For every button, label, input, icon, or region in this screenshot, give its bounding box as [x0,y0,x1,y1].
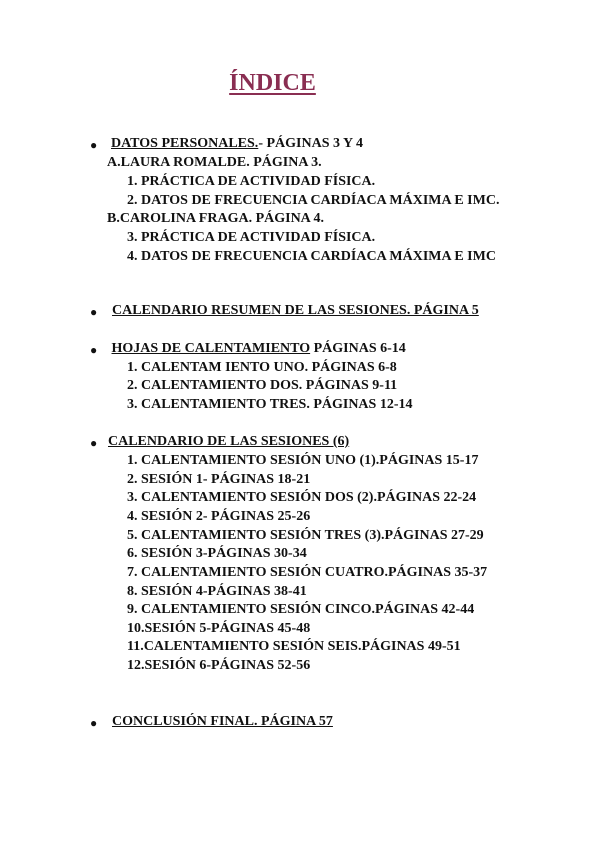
bullet-icon: ● [90,343,98,357]
section-pages: - PÁGINAS 3 Y 4 [258,136,364,151]
section-pages: PÁGINAS 6-14 [310,341,406,356]
list-item: 6. SESIÓN 3-PÁGINAS 30-34 [127,546,307,561]
section-heading: HOJAS DE CALENTAMIENTO [111,341,311,356]
list-item: 1. PRÁCTICA DE ACTIVIDAD FÍSICA. [127,174,376,189]
list-item: 8. SESIÓN 4-PÁGINAS 38-41 [127,584,307,599]
list-item: 3. CALENTAMIENTO SESIÓN DOS (2).PÁGINAS 22-24 [127,490,477,505]
section-conclusion[interactable]: CONCLUSIÓN FINAL. PÁGINA 57 [112,714,333,729]
list-item: 1. CALENTAMIENTO SESIÓN UNO (1).PÁGINAS 15-17 [127,453,479,468]
bullet-icon: ● [90,305,98,319]
section-hojas-calentamiento[interactable] [108,340,406,358]
list-item: 2. DATOS DE FRECUENCIA CARDÍACA MÁXIMA E IMC. [127,193,500,208]
section-datos-personales[interactable] [111,135,363,153]
bullet-icon: ● [90,436,98,450]
subsection-laura: A.LAURA ROMALDE. PÁGINA 3. [107,155,322,170]
list-item: 3. CALENTAMIENTO TRES. PÁGINAS 12-14 [127,397,413,412]
list-item: 4. DATOS DE FRECUENCIA CARDÍACA MÁXIMA E IMC [127,249,496,264]
list-item: 11.CALENTAMIENTO SESIÓN SEIS.PÁGINAS 49-51 [127,639,461,654]
bullet-icon: ● [90,138,98,152]
list-item: 12.SESIÓN 6-PÁGINAS 52-56 [127,658,311,673]
bullet-icon: ● [90,716,98,730]
list-item: 4. SESIÓN 2- PÁGINAS 25-26 [127,509,311,524]
page-title: ÍNDICE [229,70,316,96]
section-calendario-sesiones[interactable]: CALENDARIO DE LAS SESIONES (6) [108,434,350,449]
list-item: 2. SESIÓN 1- PÁGINAS 18-21 [127,472,311,487]
list-item: 2. CALENTAMIENTO DOS. PÁGINAS 9-11 [127,378,398,393]
list-item: 1. CALENTAM IENTO UNO. PÁGINAS 6-8 [127,360,397,375]
list-item: 9. CALENTAMIENTO SESIÓN CINCO.PÁGINAS 42-44 [127,602,475,617]
section-calendario-resumen[interactable]: CALENDARIO RESUMEN DE LAS SESIONES. PÁGINA 5 [112,303,479,318]
list-item: 7. CALENTAMIENTO SESIÓN CUATRO.PÁGINAS 35-37 [127,565,488,580]
list-item: 10.SESIÓN 5-PÁGINAS 45-48 [127,621,311,636]
section-heading: DATOS PERSONALES. [111,136,259,151]
subsection-carolina: B.CAROLINA FRAGA. PÁGINA 4. [107,211,325,226]
list-item: 3. PRÁCTICA DE ACTIVIDAD FÍSICA. [127,230,376,245]
list-item: 5. CALENTAMIENTO SESIÓN TRES (3).PÁGINAS 27-29 [127,528,484,543]
